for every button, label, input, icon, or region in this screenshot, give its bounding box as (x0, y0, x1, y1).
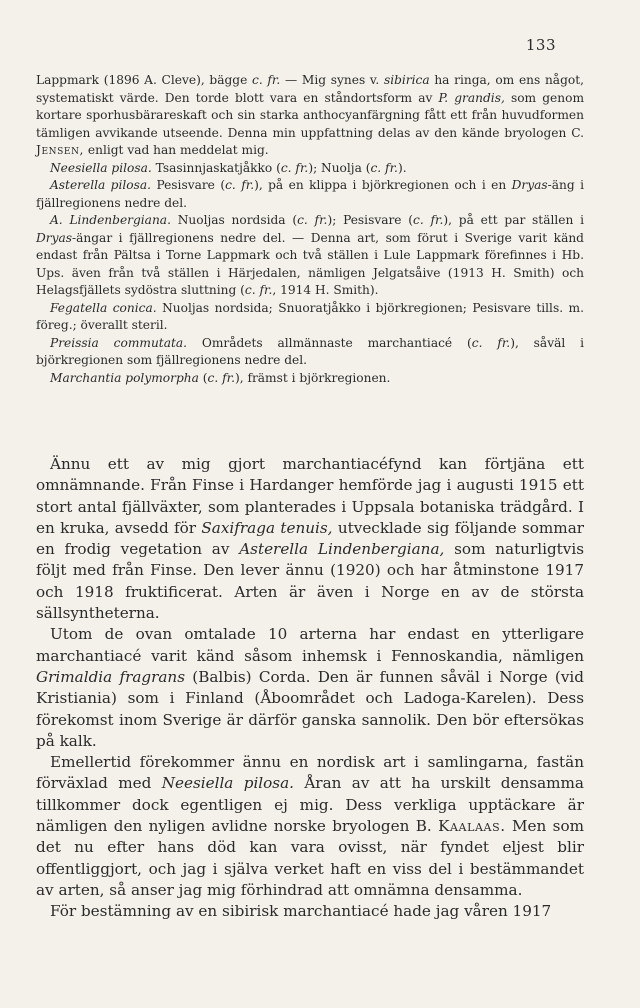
species-entry: Neesiella pilosa. Tsasinnjaskatjåkko (c. fr.); Nuolja (c. fr.). (50, 160, 407, 175)
species-entry: Fegatella conica. Nuoljas nordsida; Snuoratjåkko i björkregionen; Pesisvare tills. m. föreg.; överallt steril. (36, 300, 584, 332)
page-number: 133 (525, 36, 556, 54)
paragraph: Utom de ovan omtalade 10 arterna har endast en ytterligare marchantiacé varit känd såsom inhemsk i Fennoskandia, nämligen Grimaldia fragrans (Balbis) Corda. Den är funnen såväl i Norge (vid Kristiania) som i Finland (Åboområdet och Ladoga-Karelen). Dess förekomst inom Sverige är därför ganska sannolik. Den bör eftersökas på kalk. (36, 625, 584, 750)
species-name: Asterella pilosa. (50, 178, 152, 192)
species-list (36, 72, 584, 387)
species-name: Preissia commutata. (50, 335, 187, 350)
paragraph: Ännu ett av mig gjort marchantiacéfynd kan förtjäna ett omnämnande. Från Finse i Hardanger hemförde jag i augusti 1915 ett stort antal fjällväxter, som planterades i Uppsala botaniska trädgård. I en kruka, avsedd för Saxifraga tenuis, utvecklade sig följande sommar en frodig vegetation av Asterella Lindenbergiana, som naturligtvis följt med från Finse. Den lever ännu (1920) och har åtminstone 1917 och 1918 fruktificerat. Arten är även i Norge en av de största sällsyntheterna. (36, 455, 585, 623)
species-entry: A. Lindenbergiana. Nuoljas nordsida (c. fr.); Pesisvare (c. fr.), på ett par ställen i Dryas-ängar i fjällregionens nedre del. — Denna art, som förut i Sverige varit känd endast från Pältsa i Torne Lappmark och två ställen i Lule Lappmark förefinnes i Hb. Ups. även från två ställen i Härjedalen, nämligen Jelgatsåive (1913 H. Smith) och Helagsfjällets sydöstra sluttning (c. fr., 1914 H. Smith). (36, 213, 584, 297)
species-name: Fegatella conica. (50, 300, 157, 315)
paragraph: Emellertid förekommer ännu en nordisk art i samlingarna, fastän förväxlad med Neesiella pilosa. Åran av att ha urskilt densamma tillkommer dock egentligen ej mig. Dess verkliga upptäckare är nämligen den nyligen avlidne norske bryologen B. Kaalaas. Men som det nu efter hans död kan vara ovisst, när fyndet eljest blir offentliggjort, och jag i själva verket haft en viss del i bestämmandet av arten, så anser jag mig förhindrad att omnämna densamma. (36, 753, 584, 899)
paragraph: För bestämning av en sibirisk marchantiacé hade jag våren 1917 (50, 902, 552, 921)
paragraph: Lappmark (1896 A. Cleve), bägge c. fr. — Mig synes v. sibirica ha ringa, om ens något, systematiskt värde. Den torde blott vara en ståndortsform av P. grandis, som genom kortare sporhusbärareskaft och sin starka anthocyanfärgning fått ett från huvudformen tämligen avvikande utseende. Denna min uppfattning delas av den kände bryologen C. Jensen, enligt vad han meddelat mig. (36, 73, 585, 157)
species-entry: Marchantia polymorpha (c. fr.), främst i björkregionen. (50, 370, 391, 385)
body-text (36, 454, 584, 923)
species-entry: Preissia commutata. Områdets allmännaste marchantiacé (c. fr.), såväl i björkregionen som fjällregionens nedre del. (36, 335, 584, 367)
species-name: Marchantia polymorpha (50, 370, 199, 385)
species-entry: Asterella pilosa. Pesisvare (c. fr.), på en klippa i björkregionen och i en Dryas-äng i fjällregionens nedre del. (36, 178, 585, 210)
species-name: Neesiella pilosa. (50, 160, 152, 175)
species-name: A. Lindenbergiana. (50, 213, 171, 227)
